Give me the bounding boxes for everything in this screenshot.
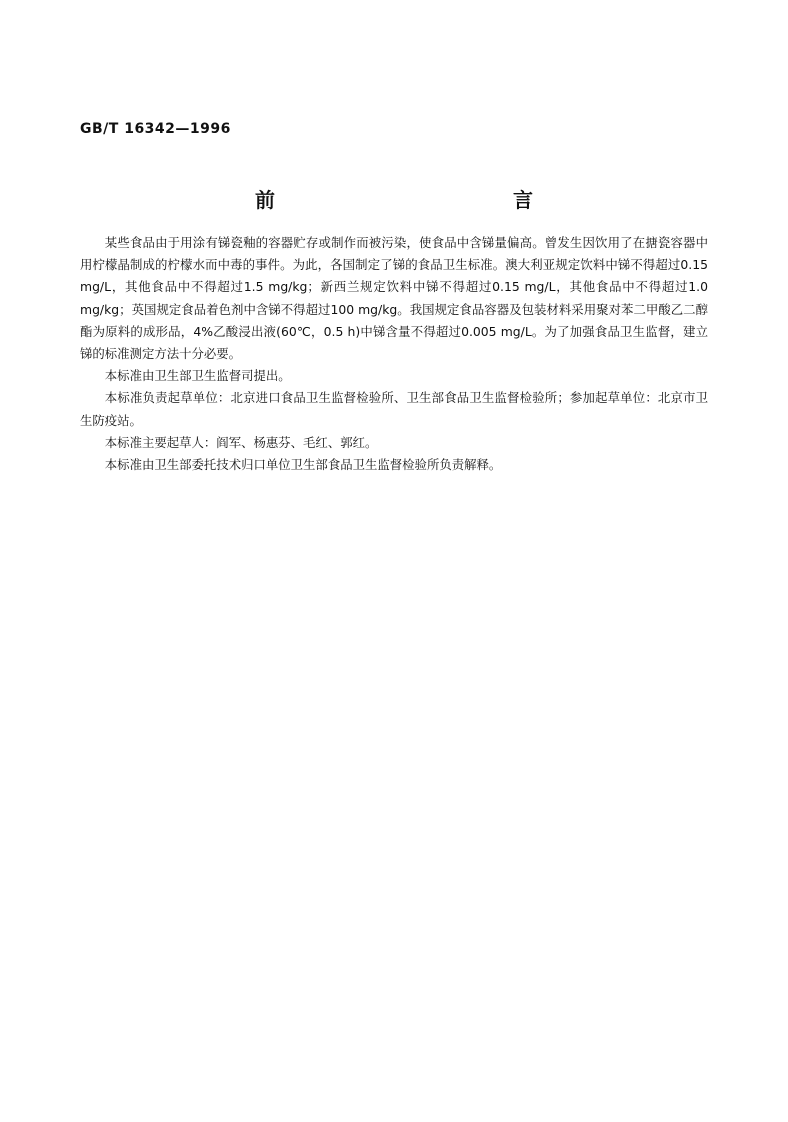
paragraph-drafting-units: 本标准负责起草单位：北京进口食品卫生监督检验所、卫生部食品卫生监督检验所；参加起草单位：北京市卫生防疫站。 (80, 390, 708, 428)
paragraph-interpretation: 本标准由卫生部委托技术归口单位卫生部食品卫生监督检验所负责解释。 (104, 457, 502, 473)
paragraph-drafters: 本标准主要起草人：阎军、杨惠芬、毛红、郭红。 (104, 434, 378, 450)
page-title: 前 言 (255, 188, 599, 212)
foreword-body (80, 232, 708, 476)
paragraph-proposer: 本标准由卫生部卫生监督司提出。 (104, 368, 291, 384)
paragraph-background: 某些食品由于用涂有锑瓷釉的容器贮存或制作而被污染，使食品中含锑量偏高。曾发生因饮用了在搪瓷容器中用柠檬晶制成的柠檬水而中毒的事件。为此，各国制定了锑的食品卫生标准。澳大利亚规定饮料中锑不得超过0.15 mg/L，其他食品中不得超过1.5 mg/kg；新西兰规定饮料中锑不得超过0.15 mg/L，其他食品中不得超过1.0 mg/kg；英国规定食品着色剂中含锑不得超过100 mg/kg。我国规定食品容器及包装材料采用聚对苯二甲酸乙二醇酯为原料的成形品，4%乙酸浸出液(60℃，0.5 h)中锑含量不得超过0.005 mg/L。为了加强食品卫生监督，建立锑的标准测定方法十分必要。 (80, 235, 708, 362)
standard-number: GB/T 16342—1996 (80, 121, 231, 137)
